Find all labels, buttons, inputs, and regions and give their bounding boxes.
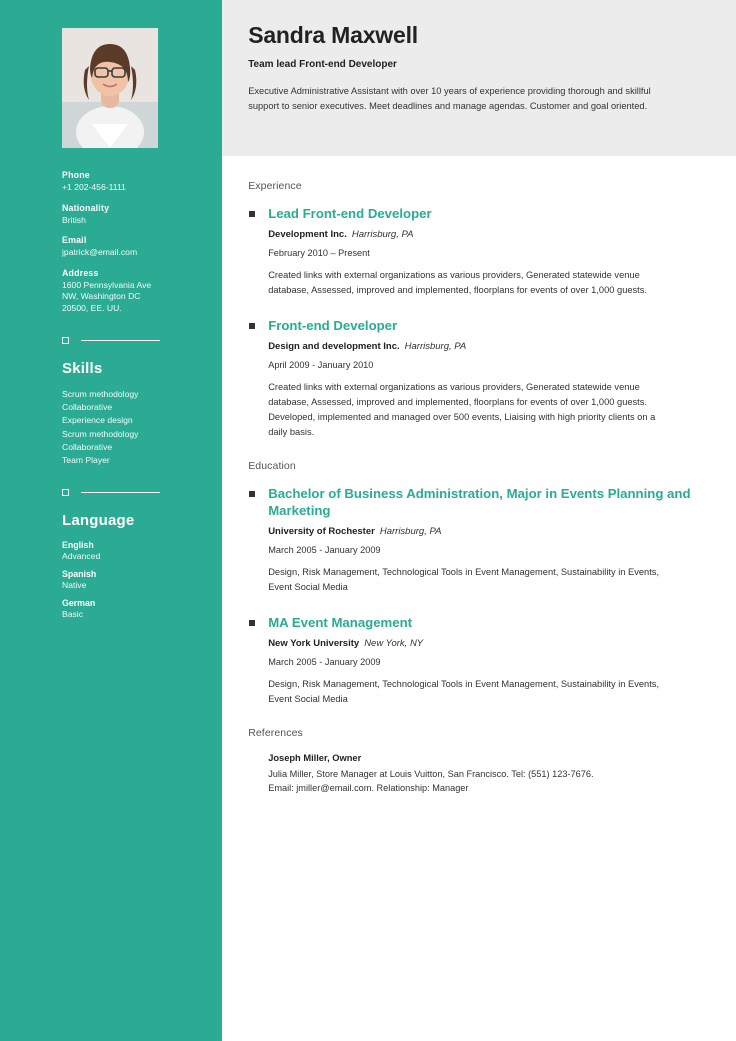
- contact-value-email: jpatrick@email.com: [62, 247, 138, 258]
- experience-description: Created links with external organizations as various providers, Generated statewide venue database, Assessed, improved and implemented, floorplans for events of over 1,000 guests. Developed, implemented and managed over 500 events, Liaising with high priority clients on a daily basis.: [268, 382, 656, 438]
- divider-skills: [62, 337, 160, 344]
- education-school: New York University: [268, 637, 360, 649]
- contact-block: [62, 170, 160, 315]
- list-item: [62, 569, 160, 590]
- square-icon: [62, 489, 69, 496]
- education-location: New York, NY: [364, 637, 424, 649]
- profile-summary: Executive Administrative Assistant with over 10 years of experience providing thorough and skillful support to senior executives. Meet deadlines and manage agendas. Customer and goal oriented.: [248, 86, 651, 112]
- experience-item: [248, 206, 706, 298]
- education-org: [268, 526, 706, 537]
- square-icon: [62, 337, 69, 344]
- education-location: Harrisburg, PA: [379, 525, 442, 537]
- experience-role: Front-end Developer: [268, 318, 398, 334]
- experience-description: Created links with external organizations as various providers, Generated statewide venue database, Assessed, improved and implemented, floorplans for events of over 1,000 guests.: [268, 270, 647, 296]
- contact-label-email: Email: [62, 235, 87, 246]
- header: [222, 0, 736, 156]
- language-name: German: [62, 598, 96, 609]
- divider-line: [81, 340, 160, 341]
- education-date: March 2005 - January 2009: [268, 544, 381, 555]
- experience-company: Development Inc.: [268, 229, 347, 241]
- experience-company: Design and development Inc.: [268, 341, 400, 353]
- contact-value-phone: +1 202-456-1111: [62, 182, 126, 192]
- reference-detail-line-2: Email: jmiller@email.com. Relationship: Manager: [268, 782, 469, 793]
- list-item: Scrum methodology: [62, 388, 139, 399]
- experience-location: Harrisburg, PA: [351, 229, 414, 241]
- education-date: March 2005 - January 2009: [268, 656, 381, 667]
- list-item: Team Player: [62, 455, 110, 466]
- contact-value-nationality: British: [62, 214, 86, 225]
- language-list: [62, 540, 160, 619]
- language-level: Advanced: [62, 551, 101, 562]
- language-name: Spanish: [62, 569, 97, 580]
- education-degree: Bachelor of Business Administration, Major in Events Planning and Marketing: [268, 486, 691, 518]
- body: [222, 156, 736, 796]
- reference-name: Joseph Miller, Owner: [268, 752, 362, 763]
- page-title: Sandra Maxwell: [248, 22, 418, 48]
- square-bullet-icon: [249, 620, 255, 626]
- education-item: [248, 486, 706, 594]
- section-title-references: References: [248, 726, 303, 739]
- square-bullet-icon: [249, 323, 255, 329]
- square-bullet-icon: [249, 491, 255, 497]
- main-content: [222, 0, 736, 1041]
- avatar: [62, 28, 158, 148]
- education-degree: MA Event Management: [268, 614, 413, 630]
- reference-detail-line-1: Julia Miller, Store Manager at Louis Vuitton, San Francisco. Tel: (551) 123-7676.: [268, 768, 594, 779]
- divider-language: [62, 489, 160, 496]
- list-item: Experience design: [62, 415, 133, 426]
- contact-label-address: Address: [62, 267, 99, 278]
- experience-location: Harrisburg, PA: [404, 341, 467, 353]
- portrait-photo-icon: [62, 28, 158, 148]
- job-title: Team lead Front-end Developer: [248, 59, 397, 70]
- experience-date: April 2009 - January 2010: [268, 360, 374, 371]
- experience-date: February 2010 – Present: [268, 248, 370, 259]
- section-title-experience: Experience: [248, 180, 302, 192]
- language-name: English: [62, 540, 94, 551]
- language-level: Native: [62, 580, 87, 591]
- education-description: Design, Risk Management, Technological Tools in Event Management, Sustainability in Events, Event Social Media: [268, 566, 660, 592]
- sidebar: [0, 0, 222, 1041]
- skills-heading: Skills: [62, 359, 103, 377]
- language-heading: Language: [62, 512, 135, 530]
- square-bullet-icon: [249, 211, 255, 217]
- contact-label-nationality: Nationality: [62, 202, 110, 213]
- list-item: Scrum methodology: [62, 428, 139, 439]
- list-item: [62, 598, 160, 619]
- experience-org: [268, 229, 706, 240]
- list-item: [62, 540, 160, 561]
- education-org: [268, 638, 706, 649]
- experience-role: Lead Front-end Developer: [268, 206, 432, 221]
- list-item: Collaborative: [62, 401, 113, 412]
- section-title-education: Education: [248, 460, 296, 473]
- skills-list: [62, 388, 160, 468]
- language-level: Basic: [62, 609, 84, 620]
- education-description: Design, Risk Management, Technological Tools in Event Management, Sustainability in Events, Event Social Media: [268, 678, 660, 704]
- experience-org: [268, 341, 706, 352]
- contact-label-phone: Phone: [62, 170, 90, 180]
- contact-value-address: 1600 Pennsylvania Ave NW, Washington DC 20500, EE. UU.: [62, 279, 152, 313]
- divider-line: [81, 492, 160, 493]
- list-item: Collaborative: [62, 441, 113, 452]
- education-school: University of Rochester: [268, 525, 375, 537]
- education-item: [248, 615, 706, 707]
- reference-item: [248, 753, 706, 796]
- experience-item: [248, 318, 706, 440]
